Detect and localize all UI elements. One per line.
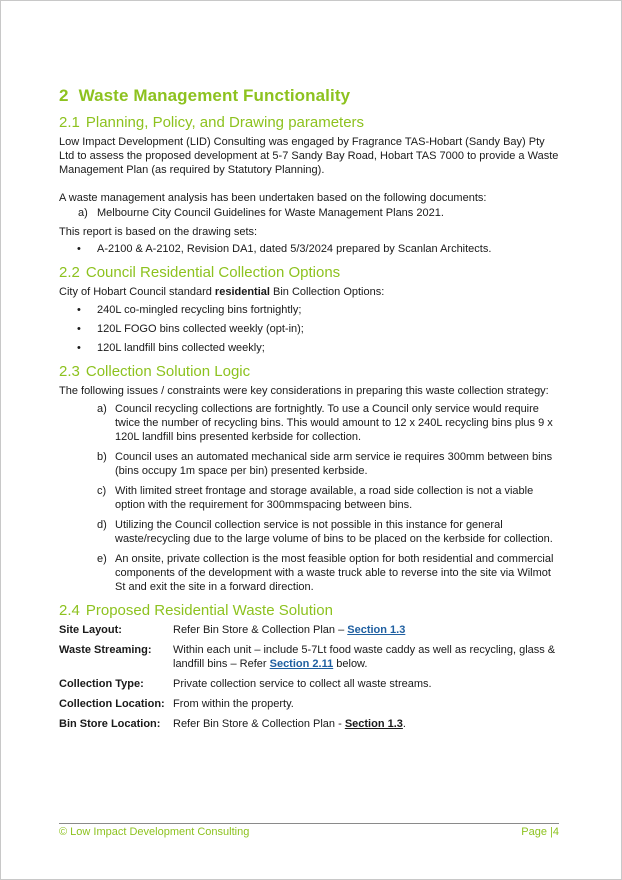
paragraph-drawings: This report is based on the drawing sets: — [59, 226, 258, 238]
bullet-icon: • — [77, 342, 81, 354]
paragraph-options-intro — [59, 285, 559, 299]
bullet-icon: • — [77, 323, 81, 335]
text-run: below. — [333, 658, 368, 670]
list-item — [59, 242, 559, 256]
list-item-text: An onsite, private collection is the most feasible option for both residential and commercial components of the development with a waste truck able to reverse into the site via Wilmot St and exit the site in a forward direction. — [115, 553, 554, 593]
text-run: Bin Collection Options: — [269, 286, 385, 298]
list-item-text: 120L FOGO bins collected weekly (opt-in); — [97, 323, 304, 335]
table-row — [59, 697, 559, 717]
subsection-title: Council Residential Collection Options — [85, 264, 341, 281]
row-value: Private collection service to collect all waste streams. — [173, 678, 432, 690]
paragraph-logic-intro: The following issues / constraints were key considerations in preparing this waste collection strategy: — [59, 385, 549, 397]
text-run: City of Hobart Council standard — [59, 286, 215, 298]
section-number: 2 — [59, 86, 69, 105]
page-content — [59, 86, 559, 737]
footer-copyright: © Low Impact Development Consulting — [59, 826, 250, 838]
bullet-icon: • — [77, 304, 81, 316]
list-item — [59, 552, 559, 594]
section-link[interactable]: Section 1.3 — [344, 718, 403, 730]
drawings-list — [59, 242, 559, 256]
constraints-list — [59, 402, 559, 594]
row-value — [173, 643, 559, 677]
row-value — [173, 623, 559, 643]
list-item-text: Council recycling collections are fortnightly. To use a Council only service would require twice the number of recycling bins. This would amount to 12 x 240L recycling bins plus 9 x 120L landfill bins presented kerbside for collection. — [115, 403, 553, 443]
table-row — [59, 677, 559, 697]
row-label: Waste Streaming: — [59, 644, 152, 656]
subsection-heading-2-4 — [59, 602, 559, 619]
documents-list — [59, 206, 559, 220]
subsection-heading-2-3 — [59, 363, 559, 380]
list-item — [59, 450, 559, 478]
bullet-icon: • — [77, 243, 81, 255]
list-item — [59, 322, 559, 336]
row-label: Collection Type: — [59, 678, 144, 690]
list-marker: e) — [97, 553, 107, 565]
list-item-text: With limited street frontage and storage available, a road side collection is not a viable option with the requirement for 300mmspacing between bins. — [115, 485, 534, 511]
row-label: Site Layout: — [59, 624, 122, 636]
list-item — [59, 518, 559, 546]
text-run: . — [402, 718, 406, 730]
list-item — [59, 303, 559, 317]
paragraph-engagement: Low Impact Development (LID) Consulting was engaged by Fragrance TAS-Hobart (Sandy Bay) Pty Ltd to assess the proposed development at 5-7 Sandy Bay Road, Hobart TAS 7000 to provide a Waste Management Plan (as required by Statutory Planning). — [59, 136, 559, 176]
subsection-number: 2.2 — [59, 264, 80, 281]
list-item-text: A-2100 & A-2102, Revision DA1, dated 5/3/2024 prepared by Scanlan Architects. — [97, 243, 492, 255]
row-value: From within the property. — [173, 698, 294, 710]
row-label: Collection Location: — [59, 698, 165, 710]
list-marker: a) — [78, 207, 88, 219]
subsection-number: 2.1 — [59, 114, 80, 131]
page-footer — [59, 823, 559, 838]
list-marker: a) — [97, 403, 107, 415]
list-marker: c) — [97, 485, 107, 497]
list-item-text: Utilizing the Council collection service is not possible in this instance for general waste/recycling due to the large volume of bins to be placed on the kerbside for collection. — [115, 519, 553, 545]
list-item-text: 120L landfill bins collected weekly; — [97, 342, 265, 354]
subsection-heading-2-1 — [59, 114, 559, 131]
row-value — [173, 717, 559, 737]
emphasis-text: residential — [214, 286, 270, 298]
row-label: Bin Store Location: — [59, 718, 161, 730]
table-row — [59, 623, 559, 643]
page-number: Page |4 — [521, 826, 559, 838]
section-link[interactable]: Section 2.11 — [269, 658, 334, 670]
list-marker: d) — [97, 519, 107, 531]
collection-options-list — [59, 303, 559, 355]
list-item-text: Melbourne City Council Guidelines for Waste Management Plans 2021. — [97, 207, 444, 219]
list-marker: b) — [97, 451, 107, 463]
table-row — [59, 643, 559, 677]
section-title: Waste Management Functionality — [78, 86, 351, 105]
waste-solution-table — [59, 623, 559, 737]
list-item — [59, 341, 559, 355]
subsection-title: Collection Solution Logic — [85, 363, 251, 380]
list-item-text: 240L co-mingled recycling bins fortnightly; — [97, 304, 302, 316]
list-item — [59, 206, 559, 220]
paragraph-analysis: A waste management analysis has been undertaken based on the following documents: — [59, 192, 487, 204]
section-heading — [59, 86, 559, 106]
list-item — [59, 402, 559, 444]
section-link[interactable]: Section 1.3 — [347, 624, 406, 636]
text-run: Refer Bin Store & Collection Plan – — [173, 624, 348, 636]
subsection-title: Planning, Policy, and Drawing parameters — [85, 114, 365, 131]
text-run: Refer Bin Store & Collection Plan - — [173, 718, 345, 730]
list-item — [59, 484, 559, 512]
table-row — [59, 717, 559, 737]
subsection-title: Proposed Residential Waste Solution — [85, 602, 333, 619]
text-run: Within each unit – include 5-7Lt food waste caddy as well as recycling, glass & landfill bins – Refer — [173, 644, 556, 670]
subsection-number: 2.3 — [59, 363, 80, 380]
subsection-heading-2-2 — [59, 264, 559, 281]
list-item-text: Council uses an automated mechanical side arm service ie requires 300mm between bins (bins occupy 1m space per bin) presented kerbside. — [115, 451, 553, 477]
subsection-number: 2.4 — [59, 602, 80, 619]
